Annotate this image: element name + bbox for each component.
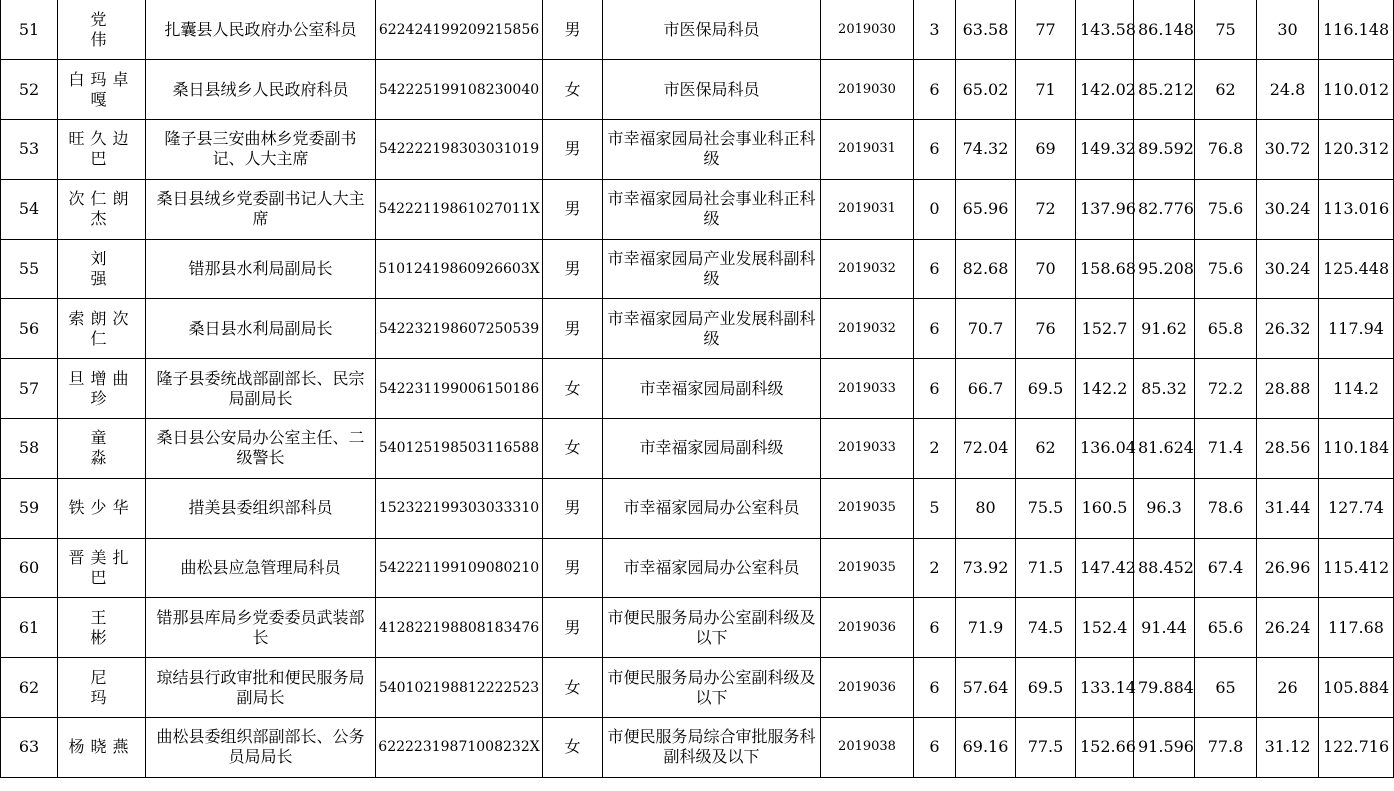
- table-cell: 铁少华: [58, 478, 146, 538]
- table-cell: 142.02: [1076, 60, 1134, 120]
- table-row: [1, 598, 1394, 658]
- table-cell: 542222198303031019: [376, 120, 543, 180]
- table-cell: 116.148: [1319, 0, 1394, 60]
- table-cell: 73.92: [956, 538, 1016, 598]
- table-cell: 75.5: [1016, 478, 1076, 538]
- table-cell: 91.44: [1134, 598, 1195, 658]
- table-cell: 51012419860926603X: [376, 239, 543, 299]
- table-cell: 152.66: [1076, 718, 1134, 778]
- table-cell: 桑日县水利局副局长: [146, 299, 376, 359]
- table-cell: 149.32: [1076, 120, 1134, 180]
- table-cell: 26.96: [1257, 538, 1319, 598]
- table-cell: 136.04: [1076, 419, 1134, 479]
- table-cell: 市幸福家园局办公室科员: [603, 478, 821, 538]
- table-cell: 扎囊县人民政府办公室科员: [146, 0, 376, 60]
- table-cell: 26.24: [1257, 598, 1319, 658]
- table-cell: 110.012: [1319, 60, 1394, 120]
- table-cell: 31.12: [1257, 718, 1319, 778]
- table-cell: 65.96: [956, 179, 1016, 239]
- table-cell: 74.5: [1016, 598, 1076, 658]
- table-row: [1, 120, 1394, 180]
- table-cell: 62: [1016, 419, 1076, 479]
- table-cell: 542221199109080210: [376, 538, 543, 598]
- table-cell: 65.8: [1195, 299, 1257, 359]
- table-cell: 晋美扎巴: [58, 538, 146, 598]
- table-cell: 杨晓燕: [58, 718, 146, 778]
- table-cell: 115.412: [1319, 538, 1394, 598]
- table-cell: 137.96: [1076, 179, 1134, 239]
- table-row: [1, 419, 1394, 479]
- table-cell: 2019031: [821, 179, 914, 239]
- table-cell: 桑日县绒乡党委副书记人大主席: [146, 179, 376, 239]
- table-cell: 0: [914, 179, 956, 239]
- table-cell: 童 淼: [58, 419, 146, 479]
- table-cell: 男: [543, 0, 603, 60]
- table-cell: 刘 强: [58, 239, 146, 299]
- table-cell: 71.9: [956, 598, 1016, 658]
- table-cell: 65.02: [956, 60, 1016, 120]
- table-cell: 市幸福家园局社会事业科正科级: [603, 179, 821, 239]
- table-cell: 女: [543, 60, 603, 120]
- table-cell: 2: [914, 538, 956, 598]
- table-cell: 63: [1, 718, 58, 778]
- table-cell: 62: [1, 658, 58, 718]
- table-cell: 市幸福家园局副科级: [603, 419, 821, 479]
- table-cell: 76.8: [1195, 120, 1257, 180]
- table-cell: 6: [914, 60, 956, 120]
- table-cell: 琼结县行政审批和便民服务局副局长: [146, 658, 376, 718]
- table-cell: 540125198503116588: [376, 419, 543, 479]
- table-cell: 30.24: [1257, 179, 1319, 239]
- table-cell: 59: [1, 478, 58, 538]
- table-cell: 71.4: [1195, 419, 1257, 479]
- table-cell: 30: [1257, 0, 1319, 60]
- table-cell: 30.72: [1257, 120, 1319, 180]
- table-cell: 市医保局科员: [603, 0, 821, 60]
- table-cell: 125.448: [1319, 239, 1394, 299]
- table-cell: 市医保局科员: [603, 60, 821, 120]
- table-cell: 412822198808183476: [376, 598, 543, 658]
- table-cell: 88.452: [1134, 538, 1195, 598]
- table-row: [1, 538, 1394, 598]
- table-cell: 75.6: [1195, 239, 1257, 299]
- table-cell: 市便民服务局办公室副科级及以下: [603, 658, 821, 718]
- table-cell: 69.16: [956, 718, 1016, 778]
- table-cell: 6: [914, 718, 956, 778]
- table-cell: 2019032: [821, 239, 914, 299]
- table-cell: 72.04: [956, 419, 1016, 479]
- table-cell: 市便民服务局办公室副科级及以下: [603, 598, 821, 658]
- table-cell: 市便民服务局综合审批服务科副科级及以下: [603, 718, 821, 778]
- table-cell: 31.44: [1257, 478, 1319, 538]
- table-cell: 2019033: [821, 359, 914, 419]
- table-cell: 91.596: [1134, 718, 1195, 778]
- table-cell: 65.6: [1195, 598, 1257, 658]
- table-cell: 542231199006150186: [376, 359, 543, 419]
- table-cell: 75: [1195, 0, 1257, 60]
- table-cell: 82.776: [1134, 179, 1195, 239]
- table-cell: 男: [543, 179, 603, 239]
- table-cell: 6: [914, 239, 956, 299]
- table-cell: 160.5: [1076, 478, 1134, 538]
- table-cell: 2019033: [821, 419, 914, 479]
- table-cell: 152322199303033310: [376, 478, 543, 538]
- table-cell: 索朗次仁: [58, 299, 146, 359]
- table-cell: 77: [1016, 0, 1076, 60]
- table-cell: 隆子县委统战部副部长、民宗局副局长: [146, 359, 376, 419]
- table-cell: 女: [543, 718, 603, 778]
- table-cell: 市幸福家园局产业发展科副科级: [603, 239, 821, 299]
- table-cell: 24.8: [1257, 60, 1319, 120]
- table-cell: 2019032: [821, 299, 914, 359]
- table-cell: 2019035: [821, 478, 914, 538]
- table-cell: 110.184: [1319, 419, 1394, 479]
- table-cell: 72.2: [1195, 359, 1257, 419]
- table-cell: 3: [914, 0, 956, 60]
- table-row: [1, 239, 1394, 299]
- table-cell: 54222119861027011X: [376, 179, 543, 239]
- table-cell: 错那县水利局副局长: [146, 239, 376, 299]
- table-cell: 6: [914, 658, 956, 718]
- table-cell: 133.14: [1076, 658, 1134, 718]
- table-cell: 74.32: [956, 120, 1016, 180]
- table-cell: 60: [1, 538, 58, 598]
- table-row: [1, 299, 1394, 359]
- table-cell: 62: [1195, 60, 1257, 120]
- table-cell: 72: [1016, 179, 1076, 239]
- table-cell: 2019036: [821, 658, 914, 718]
- table-cell: 77.5: [1016, 718, 1076, 778]
- table-row: [1, 60, 1394, 120]
- table-cell: 70.7: [956, 299, 1016, 359]
- table-cell: 次仁朗杰: [58, 179, 146, 239]
- table-cell: 105.884: [1319, 658, 1394, 718]
- table-cell: 57: [1, 359, 58, 419]
- table-cell: 63.58: [956, 0, 1016, 60]
- table-cell: 市幸福家园局副科级: [603, 359, 821, 419]
- table-cell: 男: [543, 598, 603, 658]
- table-cell: 51: [1, 0, 58, 60]
- table-cell: 市幸福家园局社会事业科正科级: [603, 120, 821, 180]
- table-cell: 尼 玛: [58, 658, 146, 718]
- table-cell: 80: [956, 478, 1016, 538]
- table-cell: 85.32: [1134, 359, 1195, 419]
- table-cell: 65: [1195, 658, 1257, 718]
- table-cell: 2019036: [821, 598, 914, 658]
- table-cell: 男: [543, 239, 603, 299]
- table-row: [1, 658, 1394, 718]
- table-cell: 622424199209215856: [376, 0, 543, 60]
- table-cell: 117.94: [1319, 299, 1394, 359]
- table-cell: 2019031: [821, 120, 914, 180]
- table-cell: 158.68: [1076, 239, 1134, 299]
- table-row: [1, 179, 1394, 239]
- table-cell: 542225199108230040: [376, 60, 543, 120]
- table-cell: 2019038: [821, 718, 914, 778]
- table-cell: 26: [1257, 658, 1319, 718]
- table-cell: 6: [914, 299, 956, 359]
- table-cell: 152.7: [1076, 299, 1134, 359]
- table-cell: 26.32: [1257, 299, 1319, 359]
- table-cell: 男: [543, 538, 603, 598]
- table-cell: 2019030: [821, 60, 914, 120]
- table-cell: 5: [914, 478, 956, 538]
- table-cell: 66.7: [956, 359, 1016, 419]
- table-row: [1, 359, 1394, 419]
- table-cell: 114.2: [1319, 359, 1394, 419]
- table-cell: 69.5: [1016, 359, 1076, 419]
- table-cell: 男: [543, 299, 603, 359]
- table-cell: 女: [543, 359, 603, 419]
- table-cell: 120.312: [1319, 120, 1394, 180]
- table-cell: 曲松县应急管理局科员: [146, 538, 376, 598]
- table-cell: 旦增曲珍: [58, 359, 146, 419]
- table-cell: 152.4: [1076, 598, 1134, 658]
- table-cell: 桑日县绒乡人民政府科员: [146, 60, 376, 120]
- table-cell: 71: [1016, 60, 1076, 120]
- table-cell: 王 彬: [58, 598, 146, 658]
- table-cell: 542232198607250539: [376, 299, 543, 359]
- table-cell: 错那县库局乡党委委员武装部长: [146, 598, 376, 658]
- table-cell: 2: [914, 419, 956, 479]
- table-cell: 女: [543, 658, 603, 718]
- table-cell: 2019030: [821, 0, 914, 60]
- table-cell: 56: [1, 299, 58, 359]
- table-cell: 6: [914, 598, 956, 658]
- table-cell: 78.6: [1195, 478, 1257, 538]
- table-cell: 81.624: [1134, 419, 1195, 479]
- table-cell: 曲松县委组织部副部长、公务员局局长: [146, 718, 376, 778]
- table-cell: 2019035: [821, 538, 914, 598]
- table-cell: 69: [1016, 120, 1076, 180]
- table-row: [1, 718, 1394, 778]
- table-cell: 白玛卓嘎: [58, 60, 146, 120]
- table-cell: 540102198812222523: [376, 658, 543, 718]
- table-cell: 71.5: [1016, 538, 1076, 598]
- table-cell: 男: [543, 478, 603, 538]
- table-row: [1, 0, 1394, 60]
- table-cell: 91.62: [1134, 299, 1195, 359]
- table-cell: 77.8: [1195, 718, 1257, 778]
- table-cell: 142.2: [1076, 359, 1134, 419]
- table-cell: 69.5: [1016, 658, 1076, 718]
- table-cell: 隆子县三安曲林乡党委副书记、人大主席: [146, 120, 376, 180]
- table-cell: 53: [1, 120, 58, 180]
- table-cell: 52: [1, 60, 58, 120]
- table-cell: 127.74: [1319, 478, 1394, 538]
- table-cell: 122.716: [1319, 718, 1394, 778]
- table-body: [1, 0, 1394, 777]
- table-cell: 6: [914, 359, 956, 419]
- table-cell: 措美县委组织部科员: [146, 478, 376, 538]
- table-cell: 30.24: [1257, 239, 1319, 299]
- table-cell: 82.68: [956, 239, 1016, 299]
- table-cell: 市幸福家园局产业发展科副科级: [603, 299, 821, 359]
- table-cell: 62222319871008232X: [376, 718, 543, 778]
- table-cell: 95.208: [1134, 239, 1195, 299]
- table-cell: 28.56: [1257, 419, 1319, 479]
- table-cell: 113.016: [1319, 179, 1394, 239]
- table-cell: 28.88: [1257, 359, 1319, 419]
- table-cell: 67.4: [1195, 538, 1257, 598]
- table-cell: 61: [1, 598, 58, 658]
- table-cell: 117.68: [1319, 598, 1394, 658]
- table-cell: 86.148: [1134, 0, 1195, 60]
- table-cell: 147.42: [1076, 538, 1134, 598]
- table-cell: 6: [914, 120, 956, 180]
- table-cell: 党 伟: [58, 0, 146, 60]
- table-cell: 男: [543, 120, 603, 180]
- table-cell: 143.58: [1076, 0, 1134, 60]
- table-cell: 79.884: [1134, 658, 1195, 718]
- table-cell: 96.3: [1134, 478, 1195, 538]
- table-cell: 旺久边巴: [58, 120, 146, 180]
- table-cell: 55: [1, 239, 58, 299]
- table-cell: 58: [1, 419, 58, 479]
- table-cell: 女: [543, 419, 603, 479]
- table-cell: 85.212: [1134, 60, 1195, 120]
- table-cell: 70: [1016, 239, 1076, 299]
- table-cell: 76: [1016, 299, 1076, 359]
- table-cell: 75.6: [1195, 179, 1257, 239]
- table-cell: 89.592: [1134, 120, 1195, 180]
- table-cell: 57.64: [956, 658, 1016, 718]
- table-cell: 市幸福家园局办公室科员: [603, 538, 821, 598]
- table-row: [1, 478, 1394, 538]
- table-cell: 桑日县公安局办公室主任、二级警长: [146, 419, 376, 479]
- table-cell: 54: [1, 179, 58, 239]
